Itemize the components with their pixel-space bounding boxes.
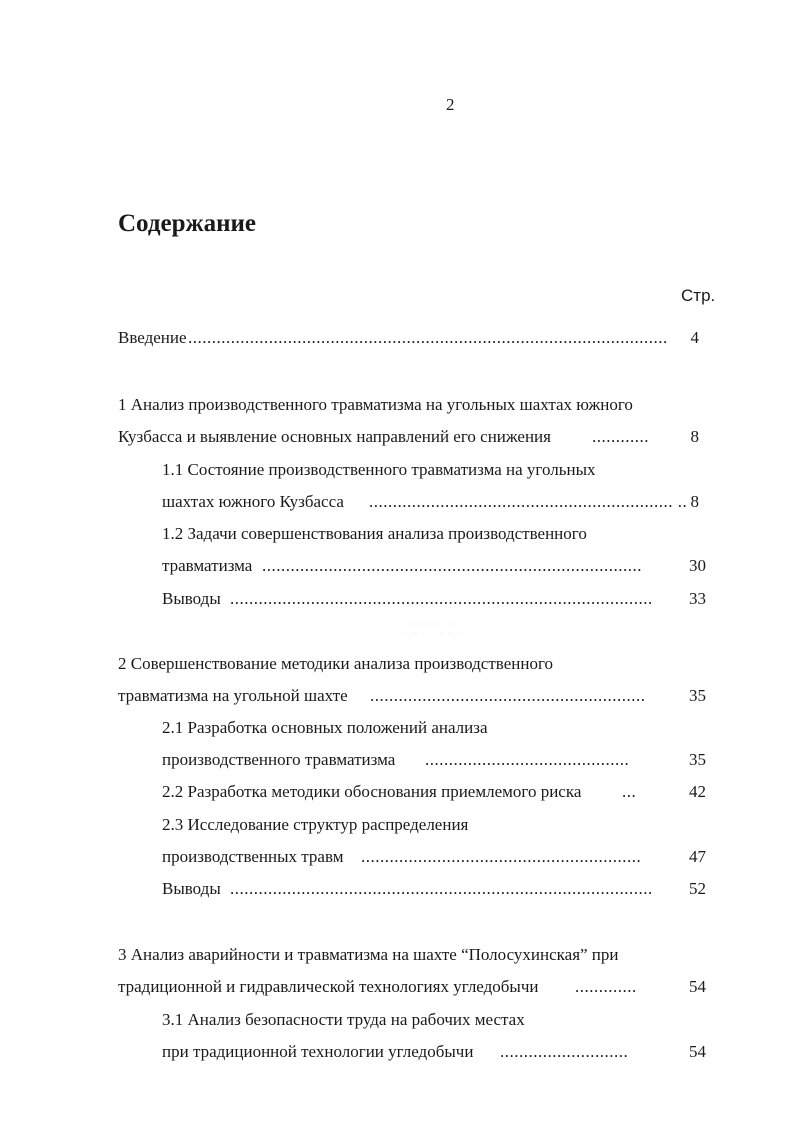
toc-entry-text: 2.3 Исследование структур распределения bbox=[162, 815, 469, 834]
toc-leader: ........................................... bbox=[425, 750, 630, 769]
toc-entry-text: Выводы bbox=[162, 879, 221, 898]
toc-page-number: 47 bbox=[689, 847, 706, 866]
toc-entry-text: при традиционной технологии угледобычи bbox=[162, 1042, 474, 1061]
toc-entry-text: 1.1 Состояние производственного травматизма на угольных bbox=[162, 460, 596, 479]
toc-leader: .......................................................... bbox=[370, 686, 646, 705]
page-number: 2 bbox=[446, 95, 455, 114]
toc-entry-text: Выводы bbox=[162, 589, 221, 608]
toc-leader: ................................................................ .. bbox=[369, 492, 688, 511]
toc-entry-text: производственных травм bbox=[162, 847, 344, 866]
toc-entry-text: травматизма на угольной шахте bbox=[118, 686, 348, 705]
toc-entry-text: 2.2 Разработка методики обоснования приемлемого риска bbox=[162, 782, 582, 801]
toc-page-number: 54 bbox=[689, 977, 706, 996]
toc-leader: ........................................................... bbox=[361, 847, 642, 866]
toc-entry-text: традиционной и гидравлической технологиях угледобычи bbox=[118, 977, 539, 996]
toc-page-number: 4 bbox=[690, 328, 699, 347]
page-column-header: Стр. bbox=[681, 286, 716, 305]
toc-leader: ................................................................................ bbox=[262, 556, 642, 575]
toc-leader: ......................................................................................... bbox=[230, 589, 653, 608]
toc-entry-text: Введение bbox=[118, 328, 187, 347]
toc-entry-text: 3 Анализ аварийности и травматизма на шахте “Полосухинская” при bbox=[118, 945, 619, 964]
toc-page-number: 35 bbox=[689, 750, 706, 769]
page-title: Содержание bbox=[118, 210, 257, 237]
toc-entry-text: 1.2 Задачи совершенствования анализа производственного bbox=[162, 524, 587, 543]
toc-entry-text: шахтах южного Кузбасса bbox=[162, 492, 344, 511]
toc-leader: ........................... bbox=[500, 1042, 629, 1061]
toc-leader: ... bbox=[622, 782, 637, 801]
toc-page-number: 8 bbox=[690, 427, 699, 446]
toc-entry-text: 2 Совершенствование методики анализа производственного bbox=[118, 654, 553, 673]
toc-leader: ............. bbox=[575, 977, 637, 996]
faint-stamp-icon: · · · · · · · · · · · · · bbox=[403, 620, 463, 638]
toc-entry-text: Кузбасса и выявление основных направлений его снижения bbox=[118, 427, 551, 446]
toc-entry-text: 3.1 Анализ безопасности труда на рабочих местах bbox=[162, 1010, 525, 1029]
toc-leader: ......................................................................................... bbox=[230, 879, 653, 898]
toc-entry-text: 2.1 Разработка основных положений анализа bbox=[162, 718, 488, 737]
toc-page-number: 30 bbox=[689, 556, 706, 575]
toc-page-number: 33 bbox=[689, 589, 706, 608]
toc-page-number: 35 bbox=[689, 686, 706, 705]
toc-entry-text: травматизма bbox=[162, 556, 253, 575]
toc-page-number: 42 bbox=[689, 782, 706, 801]
toc-entry-text: производственного травматизма bbox=[162, 750, 396, 769]
toc-leader: ............ bbox=[592, 427, 649, 446]
toc-entry-text: 1 Анализ производственного травматизма на угольных шахтах южного bbox=[118, 395, 633, 414]
toc-page-number: 8 bbox=[690, 492, 699, 511]
toc-page-number: 52 bbox=[689, 879, 706, 898]
toc-page-number: 54 bbox=[689, 1042, 706, 1061]
toc-leader: ..................................................................................................... bbox=[188, 328, 668, 347]
